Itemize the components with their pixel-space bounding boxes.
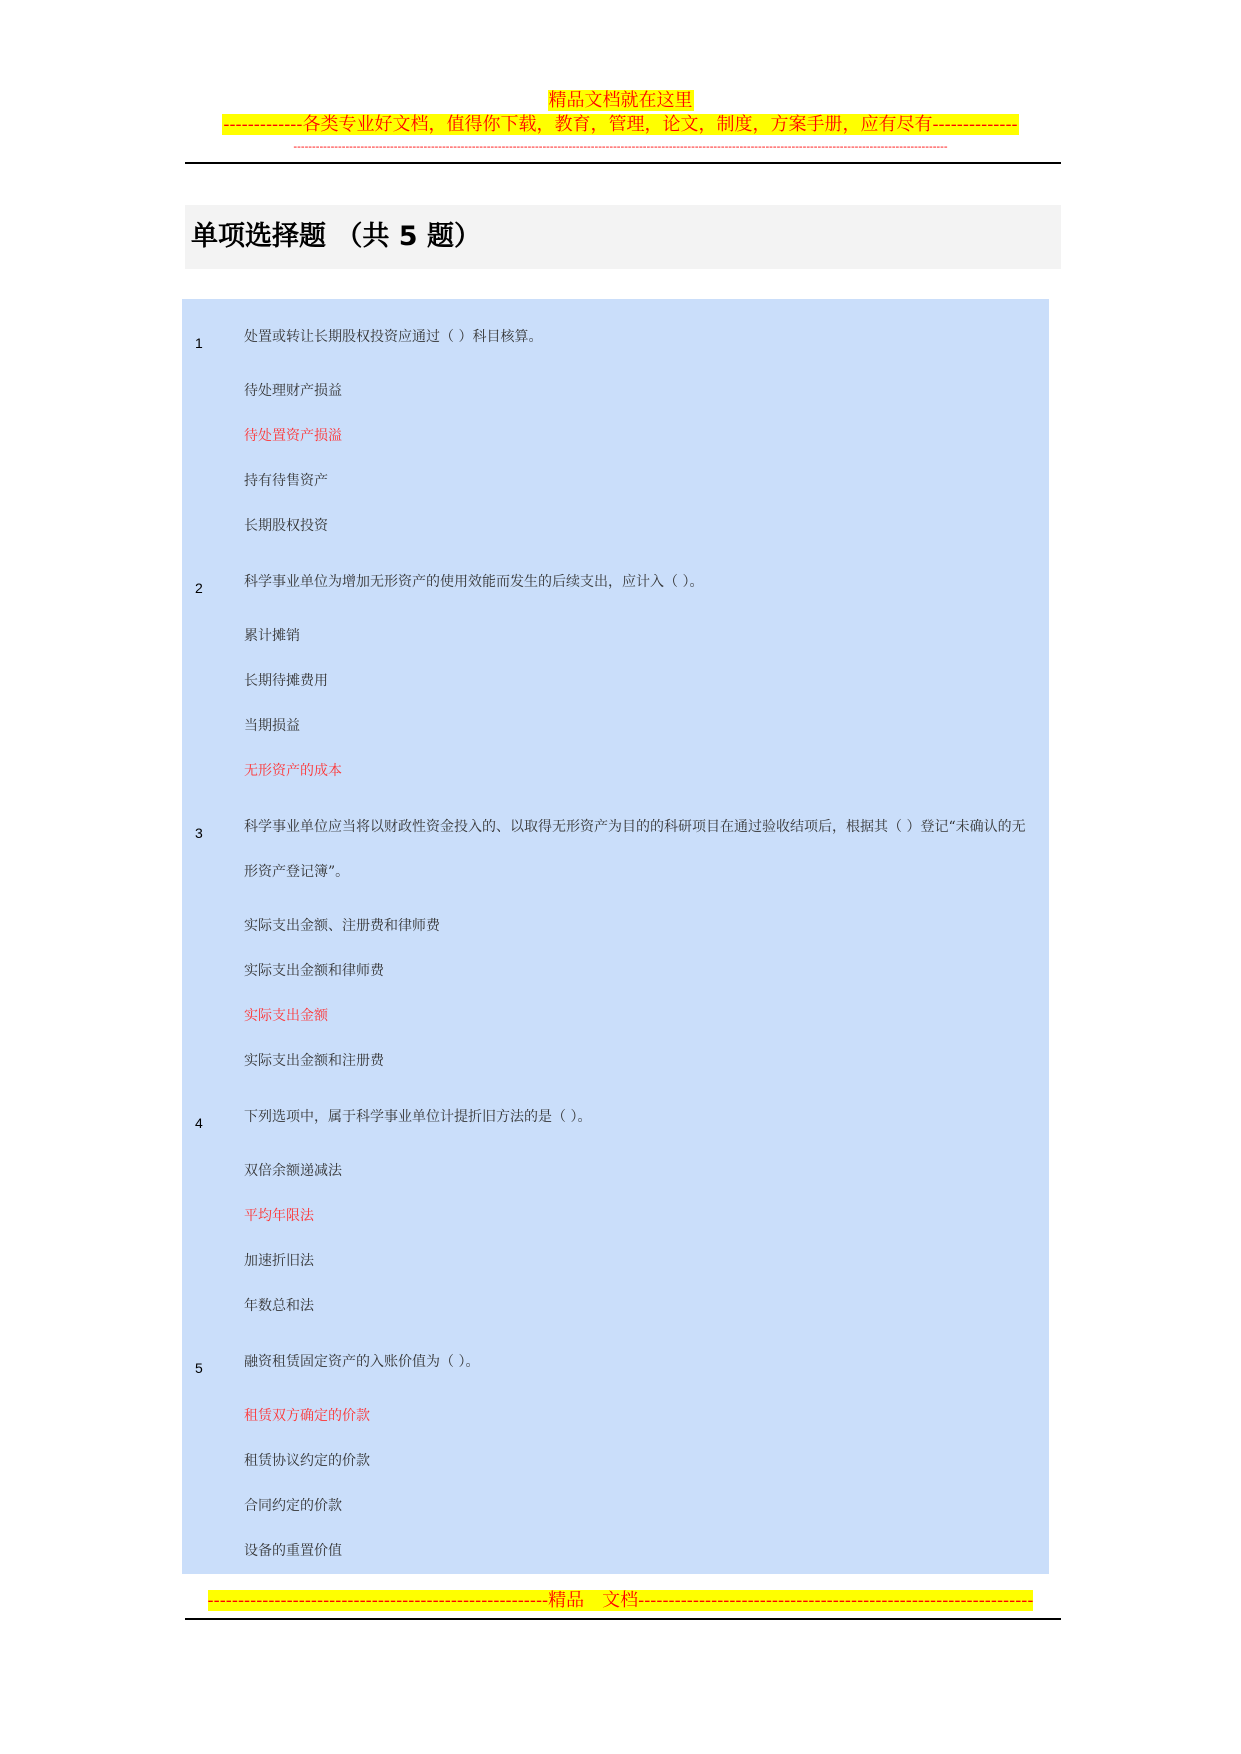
option[interactable]: 加速折旧法	[244, 1253, 314, 1269]
option[interactable]: 年数总和法	[244, 1298, 314, 1314]
option[interactable]: 长期股权投资	[244, 518, 328, 534]
option-correct[interactable]: 待处置资产损溢	[244, 428, 342, 444]
option[interactable]: 待处理财产损益	[244, 383, 342, 399]
question-number: 3	[195, 825, 203, 841]
option[interactable]: 双倍余额递减法	[244, 1163, 342, 1179]
question-text: 科学事业单位为增加无形资产的使用效能而发生的后续支出，应计入（ ）。	[244, 574, 704, 590]
option-correct[interactable]: 租赁双方确定的价款	[244, 1408, 370, 1424]
header-tagline: -------------各类专业好文档，值得你下载，教育，管理，论文，制度，方案手册，应有尽有--------------	[223, 114, 1018, 135]
header-line-1	[0, 90, 1241, 112]
footer-banner	[0, 1590, 1241, 1612]
question-text: 下列选项中，属于科学事业单位计提折旧方法的是（ ）。	[244, 1109, 592, 1125]
question-number: 1	[195, 335, 203, 351]
option[interactable]: 设备的重置价值	[244, 1543, 342, 1559]
question-number: 2	[195, 580, 203, 596]
question-text: 融资租赁固定资产的入账价值为（ ）。	[244, 1354, 480, 1370]
header-line-2	[0, 114, 1241, 136]
option-correct[interactable]: 平均年限法	[244, 1208, 314, 1224]
section-title: 单项选择题 （共 5 题）	[191, 221, 481, 252]
bottom-divider	[185, 1618, 1061, 1620]
question-text: 科学事业单位应当将以财政性资金投入的、以取得无形资产为目的的科研项目在通过验收结项后，根据其（ ）登记“未确认的无形资产登记簿”。	[244, 819, 1026, 880]
option[interactable]: 实际支出金额、注册费和律师费	[244, 918, 440, 934]
header-title: 精品文档就在这里	[548, 90, 693, 111]
quiz-panel	[182, 299, 1049, 1574]
option-correct[interactable]: 无形资产的成本	[244, 763, 342, 779]
option[interactable]: 累计摊销	[244, 628, 300, 644]
header-dashed-line: --------------------------------------------------------------------------------------------------------------------------------------------------------------------------------	[293, 140, 948, 153]
option[interactable]: 长期待摊费用	[244, 673, 328, 689]
option[interactable]: 实际支出金额和律师费	[244, 963, 384, 979]
top-divider	[185, 162, 1061, 164]
option[interactable]: 合同约定的价款	[244, 1498, 342, 1514]
option[interactable]: 当期损益	[244, 718, 300, 734]
question-number: 4	[195, 1115, 203, 1131]
section-title-bar	[185, 205, 1061, 269]
option[interactable]: 持有待售资产	[244, 473, 328, 489]
option[interactable]: 实际支出金额和注册费	[244, 1053, 384, 1069]
option[interactable]: 租赁协议约定的价款	[244, 1453, 370, 1469]
question-text: 处置或转让长期股权投资应通过（ ）科目核算。	[244, 329, 543, 345]
footer-text: --------------------------------------------------------精品 文档-----------------------------------------------------------------	[207, 1590, 1034, 1611]
question-number: 5	[195, 1360, 203, 1376]
option-correct[interactable]: 实际支出金额	[244, 1008, 328, 1024]
